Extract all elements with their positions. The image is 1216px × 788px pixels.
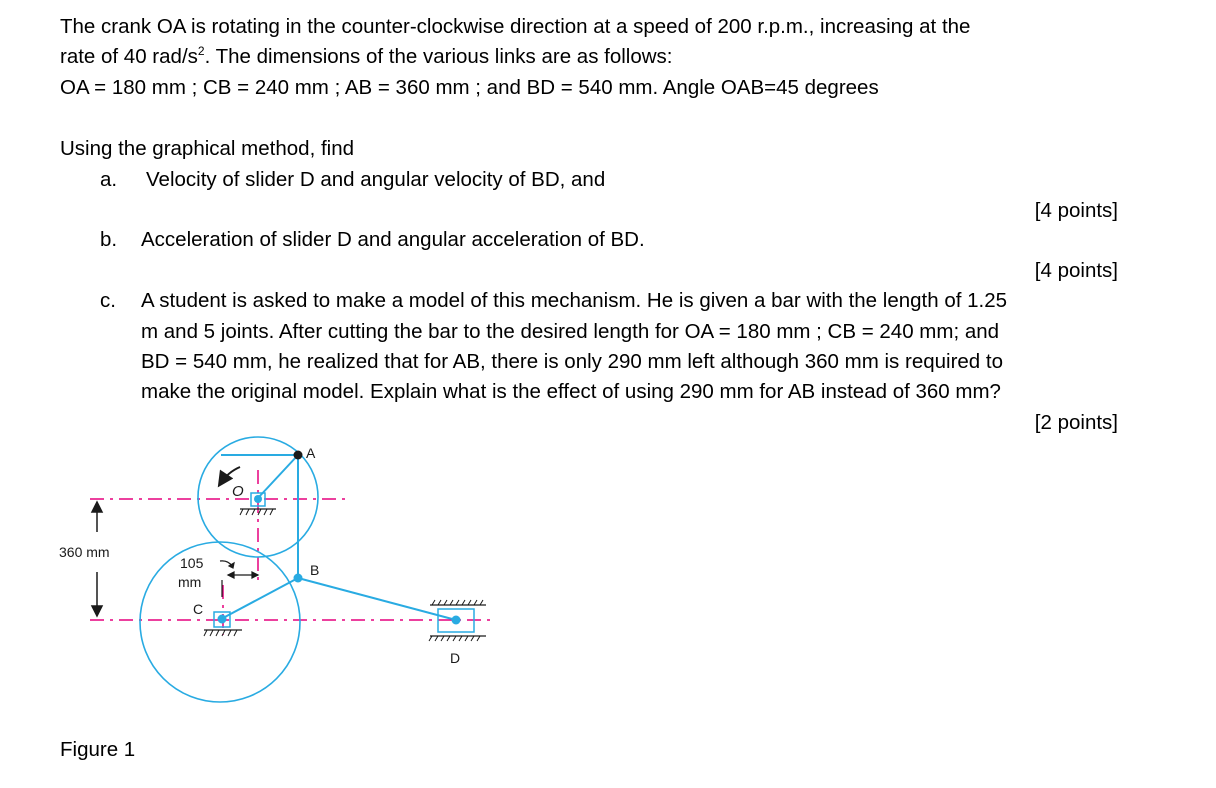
label-360-mm: 360 mm bbox=[59, 544, 110, 560]
link-oa bbox=[258, 455, 298, 498]
joint-b bbox=[294, 574, 303, 583]
intro-line-2-rest: . The dimensions of the various links are as follows: bbox=[204, 45, 673, 68]
label-a: A bbox=[306, 445, 316, 461]
label-b: B bbox=[310, 562, 320, 578]
question-c-line-3: BD = 540 mm, he realized that for AB, there is only 290 mm left although 360 mm is required to bbox=[141, 350, 1004, 373]
question-c-line-1: A student is asked to make a model of this mechanism. He is given a bar with the length of 1.25 bbox=[141, 289, 1008, 312]
question-c-line-4: make the original model. Explain what is the effect of using 290 mm for AB instead of 360 mm? bbox=[141, 380, 1001, 403]
rotation-arrow-icon bbox=[220, 467, 240, 484]
question-c-marker: c. bbox=[100, 289, 116, 312]
label-105: 105 bbox=[180, 555, 204, 571]
question-b-marker: b. bbox=[100, 228, 118, 251]
question-b-text: Acceleration of slider D and angular acceleration of BD. bbox=[141, 228, 645, 251]
label-o: O bbox=[232, 483, 244, 500]
label-105-unit: mm bbox=[178, 574, 202, 590]
dimension-105 bbox=[220, 561, 258, 597]
joint-a bbox=[294, 451, 303, 460]
instruction: Using the graphical method, find bbox=[60, 137, 355, 160]
centerlines bbox=[90, 470, 490, 635]
mechanism-figure bbox=[0, 430, 520, 730]
link-cb bbox=[223, 578, 298, 618]
label-d: D bbox=[450, 650, 461, 666]
link-bd bbox=[298, 578, 456, 620]
question-c-points: [2 points] bbox=[1034, 411, 1118, 434]
question-c-line-2: m and 5 joints. After cutting the bar to the desired length for OA = 180 mm ; CB = 240 mm; and bbox=[141, 320, 1000, 343]
intro-line-2 bbox=[60, 45, 673, 69]
figure-caption: Figure 1 bbox=[60, 738, 136, 761]
intro-line-3: OA = 180 mm ; CB = 240 mm ; AB = 360 mm ; and BD = 540 mm. Angle OAB=45 degrees bbox=[60, 76, 879, 99]
question-a-points: [4 points] bbox=[1034, 199, 1118, 222]
superscript-2: 2 bbox=[197, 44, 205, 59]
question-a-text: Velocity of slider D and angular velocity of BD, and bbox=[146, 168, 606, 191]
intro-line-2-text: rate of 40 rad/s bbox=[60, 45, 198, 68]
question-a-marker: a. bbox=[100, 168, 118, 191]
intro-line-1: The crank OA is rotating in the counter-clockwise direction at a speed of 200 r.p.m., increasing at the bbox=[60, 15, 971, 38]
label-c: C bbox=[193, 601, 204, 617]
question-b-points: [4 points] bbox=[1034, 259, 1118, 282]
